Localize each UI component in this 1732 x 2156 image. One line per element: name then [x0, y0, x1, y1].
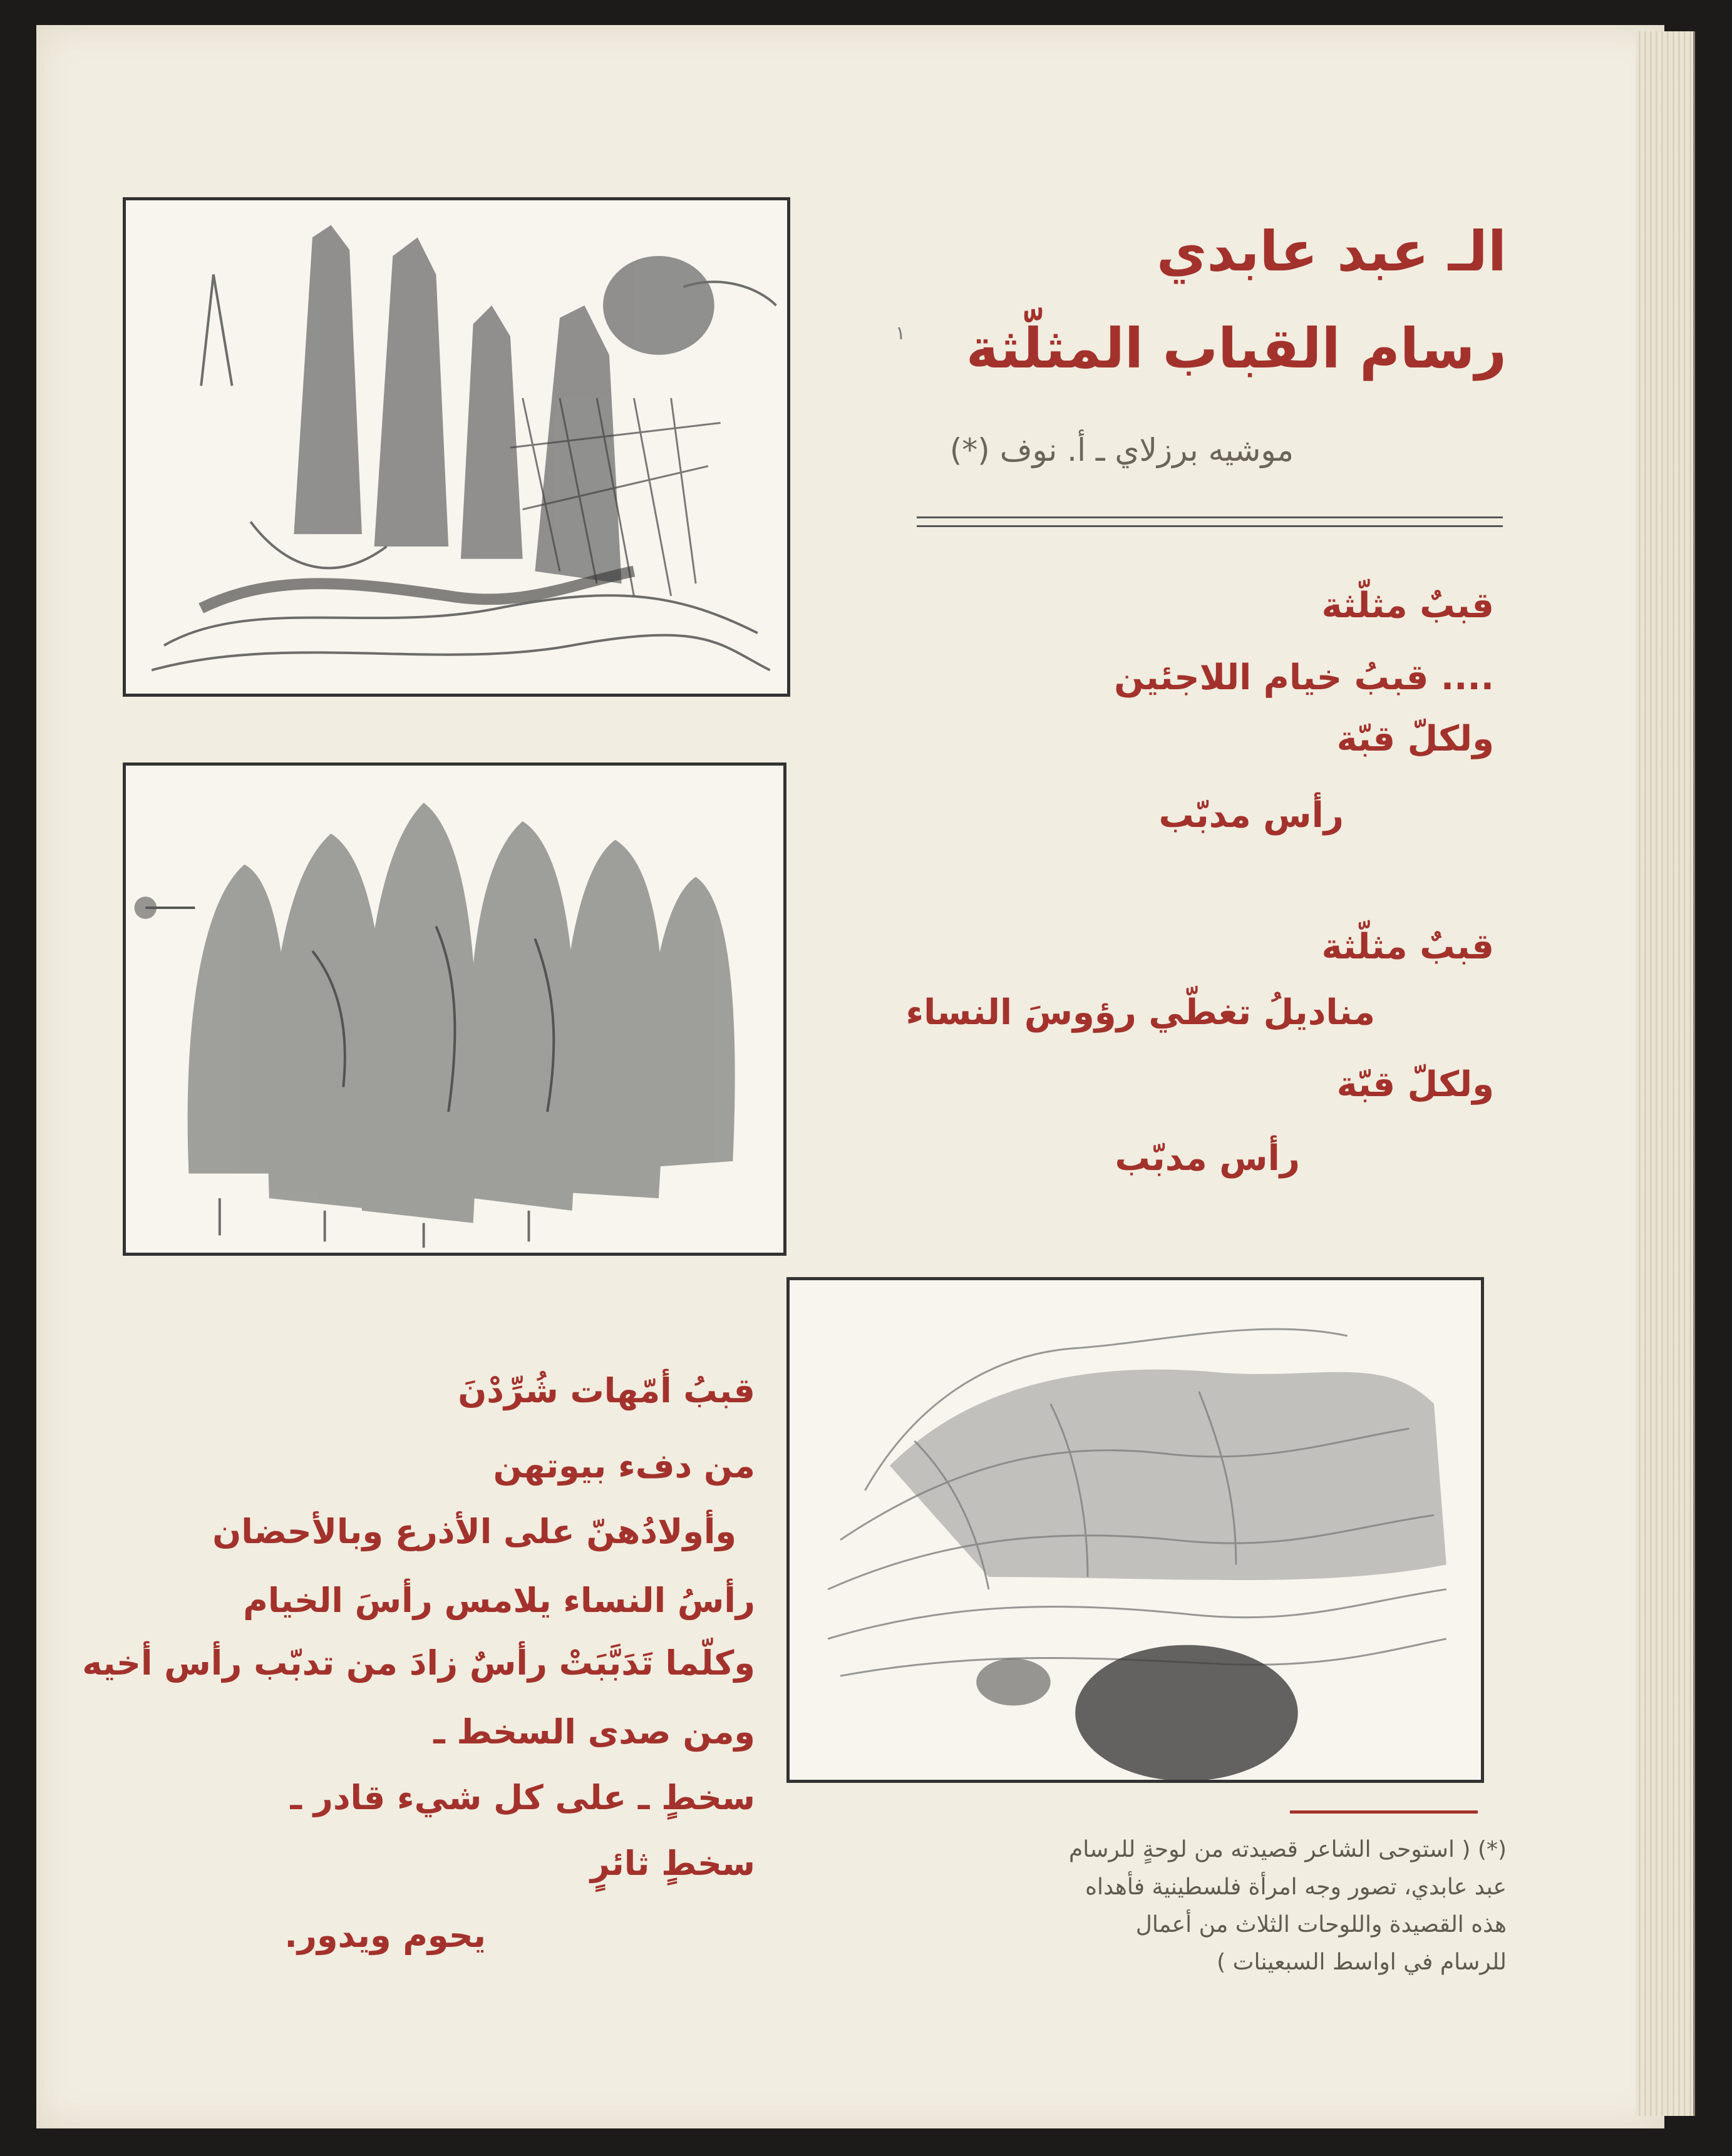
article-title-line1: الـ عبد عابدي [1156, 219, 1507, 284]
author-byline: موشيه برزلاي ـ أ. نوف (*) [949, 432, 1294, 468]
poem-line: سخطٍ ـ على كل شيء قادر ـ [290, 1778, 755, 1817]
margin-mark: ١ [895, 322, 906, 344]
poem-line: رأس مدبّب [1158, 795, 1344, 836]
illustration-draped-figure [786, 1277, 1484, 1783]
illustration-domes-drawing [126, 200, 787, 694]
poem-line: ولكلّ قبّة [1336, 1064, 1494, 1105]
page-edge [1636, 31, 1695, 2116]
poem-line: ومن صدى السخط ـ [433, 1712, 755, 1752]
poem-line: قببُ أمّهات شُرِّدْنَ [458, 1371, 755, 1410]
poem-line: رأسُ النساء يلامس رأسَ الخيام [243, 1581, 755, 1620]
poem-line: سخطٍ ثائرٍ [590, 1844, 755, 1883]
poem-line: .... قببُ خيام اللاجئين [1114, 657, 1494, 698]
title-divider-bottom [917, 525, 1503, 527]
article-title-line2: رسام القباب المثلّثة [966, 316, 1507, 381]
poem-line: ولكلّ قبّة [1336, 719, 1494, 759]
footnote-text: (*) ( استوحى الشاعر قصيدته من لوحةٍ للرسام عبد عابدي، تصور وجه امرأة فلسطينية فأهداه هذه القصيدة واللوحات الثلاث من أعمال للرسام في اواسط السبعينات ) [1068, 1837, 1507, 1975]
illustration-women-drawing [126, 766, 783, 1253]
title-divider-top [917, 516, 1503, 518]
poem-line: يحوم ويدور. [284, 1916, 486, 1955]
poem-line: مناديلُ تغطّي رؤوسَ النساء [905, 992, 1375, 1033]
poem-line: وكلّما تَدَبَّبَتْ رأسٌ زادَ من تدبّب رأس أخيه [82, 1643, 755, 1683]
footnote-rule [1290, 1810, 1478, 1814]
illustration-draped-drawing [790, 1280, 1481, 1780]
poem-line: من دفء بيوتهن [493, 1446, 755, 1486]
poem-line: رأس مدبّب [1115, 1138, 1300, 1179]
illustration-domes-sketch [123, 197, 790, 697]
poem-line: قببٌ مثلّثة [1321, 927, 1494, 967]
illustration-veiled-women [123, 762, 786, 1256]
poem-line: قببٌ مثلّثة [1321, 585, 1494, 626]
poem-line: وأولادُهنّ على الأذرع وبالأحضان [212, 1512, 736, 1551]
